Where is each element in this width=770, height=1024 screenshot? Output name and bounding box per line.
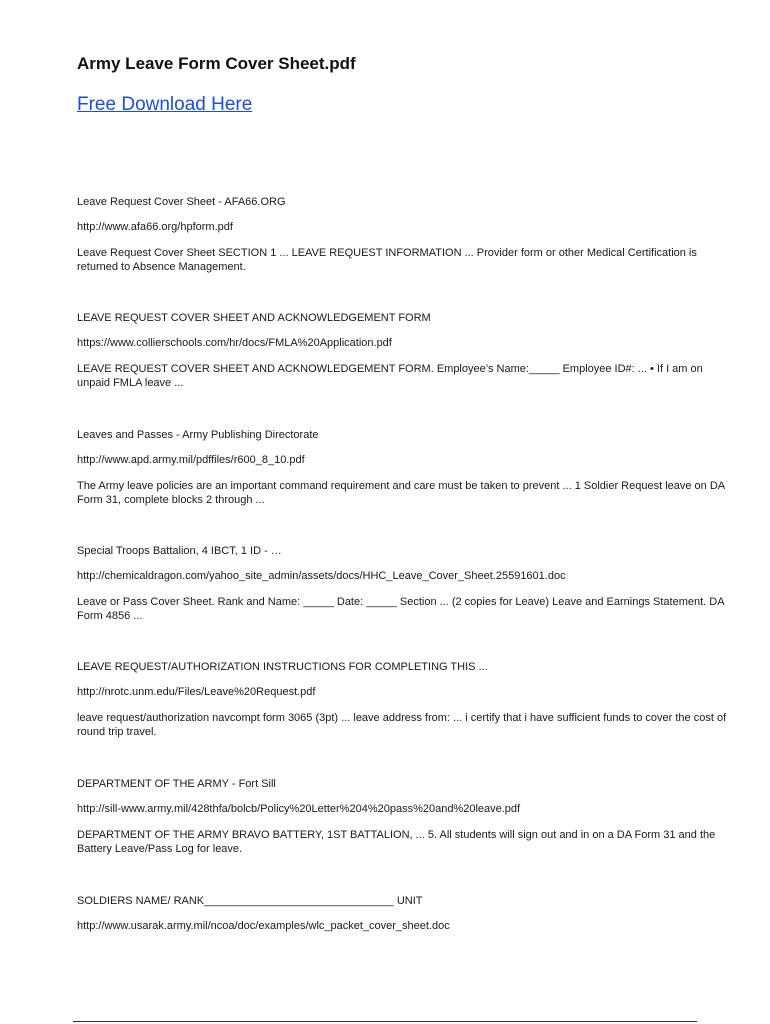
result-snippet: Leave or Pass Cover Sheet. Rank and Name: _____ Date: _____ Section ... (2 copies for Leave) Leave and Earnings Statement. DA Form 4856 ...: [77, 596, 724, 622]
result-snippet: leave request/authorization navcompt form 3065 (3pt) ... leave address from: ... i certify that i have sufficient funds to cover the cost of round trip travel.: [77, 712, 727, 738]
result-url: http://www.apd.army.mil/pdffiles/r600_8_10.pdf: [77, 454, 305, 466]
result-snippet: Leave Request Cover Sheet SECTION 1 ... LEAVE REQUEST INFORMATION ... Provider form or other Medical Certification is returned to Absence Management.: [77, 247, 697, 273]
result-url: http://www.usarak.army.mil/ncoa/doc/examples/wlc_packet_cover_sheet.doc: [77, 920, 450, 932]
result-url: http://nrotc.unm.edu/Files/Leave%20Request.pdf: [77, 686, 316, 698]
result-url: https://www.collierschools.com/hr/docs/FMLA%20Application.pdf: [77, 337, 392, 349]
result-url: http://sill-www.army.mil/428thfa/bolcb/Policy%20Letter%204%20pass%20and%20leave.pdf: [77, 803, 521, 815]
result-heading: SOLDIERS NAME/ RANK_______________________________ UNIT: [77, 895, 423, 907]
result-url: http://www.afa66.org/hpform.pdf: [77, 221, 233, 233]
result-heading: Special Troops Battalion, 4 IBCT, 1 ID - …: [77, 545, 282, 557]
result-snippet: LEAVE REQUEST COVER SHEET AND ACKNOWLEDGEMENT FORM. Employee’s Name:_____ Employee ID#: ... • If I am on unpaid FMLA leave ...: [77, 363, 703, 389]
result-heading: LEAVE REQUEST/AUTHORIZATION INSTRUCTIONS FOR COMPLETING THIS ...: [77, 661, 488, 673]
page-bottom-divider: [73, 1021, 697, 1022]
result-heading: Leave Request Cover Sheet - AFA66.ORG: [77, 196, 286, 208]
free-download-link[interactable]: Free Download Here: [77, 94, 253, 115]
result-heading: DEPARTMENT OF THE ARMY - Fort Sill: [77, 778, 276, 790]
result-heading: Leaves and Passes - Army Publishing Directorate: [77, 429, 319, 441]
result-heading: LEAVE REQUEST COVER SHEET AND ACKNOWLEDGEMENT FORM: [77, 312, 431, 324]
result-snippet: The Army leave policies are an important command requirement and care must be taken to prevent ... 1 Soldier Request leave on DA Form 31, complete blocks 2 through ...: [77, 480, 725, 506]
document-title: Army Leave Form Cover Sheet.pdf: [77, 54, 356, 73]
result-url: http://chemicaldragon.com/yahoo_site_admin/assets/docs/HHC_Leave_Cover_Sheet.25591601.doc: [77, 570, 566, 582]
result-snippet: DEPARTMENT OF THE ARMY BRAVO BATTERY, 1ST BATTALION, ... 5. All students will sign out and in on a DA Form 31 and the Battery Leave/Pass Log for leave.: [77, 829, 716, 855]
